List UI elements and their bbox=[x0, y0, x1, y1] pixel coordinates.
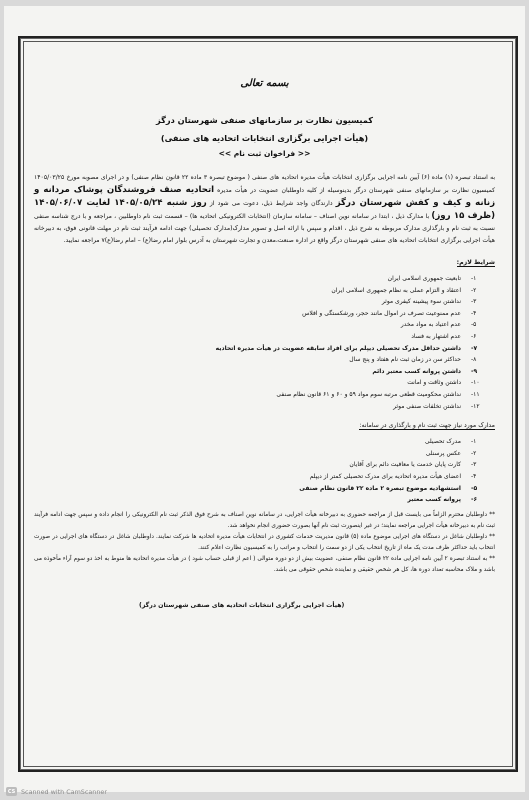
condition-item-text: عدم اشتهار به فساد bbox=[411, 332, 461, 340]
documents-title: مدارک مورد نیاز جهت ثبت نام و بارگذاری در سامانه: bbox=[359, 422, 495, 430]
document-item-text: مدرک تحصیلی bbox=[424, 438, 461, 446]
document-item-number: ۵- bbox=[471, 484, 478, 492]
document-item-text: کارت پایان خدمت یا معافیت دائم برای آقایان bbox=[349, 461, 461, 469]
document-item bbox=[34, 448, 487, 460]
condition-item-number: ۱۲- bbox=[471, 402, 480, 410]
document-item-text: پروانه کسب معتبر bbox=[407, 496, 461, 504]
condition-item bbox=[34, 285, 487, 297]
document-item-number: ۶- bbox=[471, 496, 478, 504]
condition-item-number: ۴- bbox=[471, 309, 477, 317]
condition-item-number: ۲- bbox=[471, 286, 477, 294]
document-item bbox=[34, 483, 487, 495]
intro-paragraph: به استناد تبصره (۱) ماده (۶) آیین نامه اجرایی برگزاری انتخابات هیأت مدیره اتحادیه های صنفی ( موضوع تبصره ۳ ماده ۲۲ قانون نظام صنفی) و در اجرای مصوبه مورخ ۱۴۰۵/۰۳/۲۵ کمیسیون نظارت بر سازمانهای صنفی شهرستان درگز بدینوسیله از کلیه داوطلبان عضویت در هیأت مدیره اتحادیه صنف فروشندگان پوشاک مردانه و زنانه و کیف و کفش شهرستان درگز دارندگان واجد شرایط ذیل، دعوت می شود از روز شنبه ۱۴۰۵/۰۵/۲۴ لغایت ۱۴۰۵/۰۶/۰۷ (ظرف ۱۵ روز) با مدارک ذیل ، ابتدا در سامانه نوین اصناف – سامانه سازمان (انتخابات الکترونیکی اتحادیه ها) – قسمت ثبت نام داوطلبین ، مراجعه و با درج شناسه صنفی نسبت به ثبت نام و بارگذاری مدارک مربوطه به شرح ذیل ، اقدام و سپس با ارائه اصل و تصویر مدارک(مدارک تحصیلی) جهت ادامه فرآیند ثبت نام در مهلت قانونی فوق، به دبیرخانه هیأت اجرایی برگزاری انتخابات اتحادیه های صنفی شهرستان درگز واقع در اداره صنعت،معدن و تجارت شهرستان به آدرس بلوار امام رضا(ع) – امام رضا(ع)۷ مراجعه نمایید. bbox=[34, 174, 496, 244]
document-content bbox=[34, 78, 495, 609]
registration-dates: روز شنبه ۱۴۰۵/۰۵/۲۴ لغایت ۱۴۰۵/۰۶/۰۷ (ظرف ۱۵ روز) bbox=[34, 198, 496, 221]
note-1: ** داوطلبان محترم الزاماً می بایست قبل از مراجعه حضوری به دبیرخانه هیأت اجرایی، در سامانه نوین اصناف به شرح فوق الذکر ثبت نام الکترونیکی را انجام داده و سپس جهت ادامه فرآیند ثبت نام به دبیرخانه هیأت اجرایی مراجعه نمایند؛ در غیر اینصورت ثبت نام آنها بصورت حضوری انجام نخواهد شد. bbox=[34, 511, 495, 529]
condition-item-number: ۳- bbox=[471, 298, 477, 306]
documents-list bbox=[34, 436, 495, 506]
condition-item bbox=[34, 354, 487, 366]
condition-item-number: ۵- bbox=[471, 321, 477, 329]
condition-item-number: ۶- bbox=[471, 332, 477, 340]
org-subtitle: (هیأت اجرایی برگزاری انتخابات اتحادیه های صنفی) bbox=[160, 133, 369, 143]
org-name: کمیسیون نظارت بر سازمانهای صنفی شهرستان درگز bbox=[156, 115, 373, 125]
condition-item-text: تابعیت جمهوری اسلامی ایران bbox=[387, 275, 461, 282]
conditions-list bbox=[34, 273, 495, 412]
document-item-number: ۱- bbox=[471, 438, 477, 446]
document-item-text: استشهادیه موضوع تبصره ۲ ماده ۲۲ قانون نظام صنفی bbox=[299, 484, 461, 492]
document-item bbox=[34, 436, 487, 448]
signature: (هیأت اجرایی برگزاری انتخابات اتحادیه های صنفی شهرستان درگز) bbox=[139, 601, 345, 609]
condition-item bbox=[34, 273, 487, 285]
union-name: اتحادیه صنف فروشندگان پوشاک مردانه و زنانه و کیف و کفش شهرستان درگز bbox=[34, 185, 496, 208]
condition-item-text: نداشتن تخلفات صنفی موثر bbox=[393, 402, 461, 410]
note-3: ** به استناد تبصره ۲ آیین نامه اجرایی ماده ۲۲ قانون نظام صنفی، عضویت بیش از دو دوره متوالی ( اعم از قبلی حساب شود ) در هیأت مدیره اتحادیه ها منوط به اخذ دو سوم آراء مأخوذه می باشد و ملاک محاسبه تعداد دوره ها، کل هر شخص حقیقی و نماینده شخص حقوقی می باشد. bbox=[34, 555, 495, 573]
document-sheet bbox=[4, 6, 525, 792]
condition-item-number: ۹- bbox=[471, 367, 478, 375]
condition-item bbox=[34, 377, 487, 389]
document-item bbox=[34, 471, 487, 483]
condition-item-number: ۱۰- bbox=[471, 379, 480, 387]
condition-item bbox=[34, 331, 487, 343]
condition-item-text: نداشتن سوء پیشینه کیفری موثر bbox=[381, 298, 461, 306]
document-item bbox=[34, 459, 487, 471]
condition-item-text: نداشتن محکومیت قطعی مرتبه سوم مواد ۵۹ و ۶۰ و ۶۱ قانون نظام صنفی bbox=[276, 390, 461, 398]
call-title: << فراخوان ثبت نام >> bbox=[218, 149, 311, 158]
condition-item bbox=[34, 308, 487, 320]
condition-item bbox=[34, 296, 487, 308]
scanner-label: Scanned with CamScanner bbox=[21, 787, 107, 796]
conditions-title: شرایط لازم: bbox=[456, 259, 495, 266]
scanner-watermark bbox=[6, 787, 107, 796]
document-item-number: ۲- bbox=[471, 449, 477, 457]
condition-item bbox=[34, 319, 487, 331]
condition-item-text: عدم اعتیاد به مواد مخدر bbox=[400, 321, 461, 329]
condition-item-number: ۱- bbox=[471, 275, 477, 282]
document-item-text: عکس پرسنلی bbox=[425, 449, 461, 457]
condition-item-number: ۸- bbox=[471, 356, 477, 364]
condition-item-text: داشتن پروانه کسب معتبر دائم bbox=[372, 367, 461, 375]
camscanner-icon: CS bbox=[7, 788, 16, 795]
condition-item-text: عدم ممنوعیت تصرف در اموال مانند حجر، ورشکستگی و افلاس bbox=[302, 309, 461, 317]
condition-item-text: اعتقاد و التزام عملی به نظام جمهوری اسلامی ایران bbox=[331, 286, 461, 294]
document-item bbox=[34, 494, 487, 506]
condition-item bbox=[34, 366, 487, 378]
note-2: ** داوطلبان شاغل در دستگاه های اجرایی موضوع ماده (۵) قانون مدیریت خدمات کشوری در انتخابات هیأت مدیره اتحادیه ها شرکت نمایند. داوطلبان شاغل در دستگاه های اجرایی در صورت انتخاب باید حداکثر ظرف مدت یک ماه از تاریخ انتخاب یکی از دو سمت را انتخاب و مراتب را به کمیسیون نظارت اعلام کنند. bbox=[34, 533, 495, 551]
condition-item-number: ۷- bbox=[471, 344, 478, 352]
document-item-text: اعضای هیأت مدیره اتحادیه برای مدرک تحصیلی کمتر از دیپلم bbox=[309, 472, 461, 480]
basmala: بسمه تعالی bbox=[240, 78, 289, 89]
document-item-number: ۴- bbox=[471, 472, 477, 480]
document-item-number: ۳- bbox=[471, 461, 477, 469]
condition-item bbox=[34, 343, 487, 355]
condition-item-text: داشتن حداقل مدرک تحصیلی دیپلم برای افراد سابقه عضویت در هیأت مدیره اتحادیه bbox=[215, 344, 461, 352]
notes bbox=[34, 510, 495, 576]
condition-item bbox=[34, 401, 487, 413]
condition-item-text: داشتن وثاقت و امانت bbox=[407, 379, 461, 387]
condition-item bbox=[34, 389, 487, 401]
condition-item-text: حداکثر سن در زمان ثبت نام هفتاد و پنج سال bbox=[349, 356, 461, 364]
condition-item-number: ۱۱- bbox=[471, 390, 480, 398]
